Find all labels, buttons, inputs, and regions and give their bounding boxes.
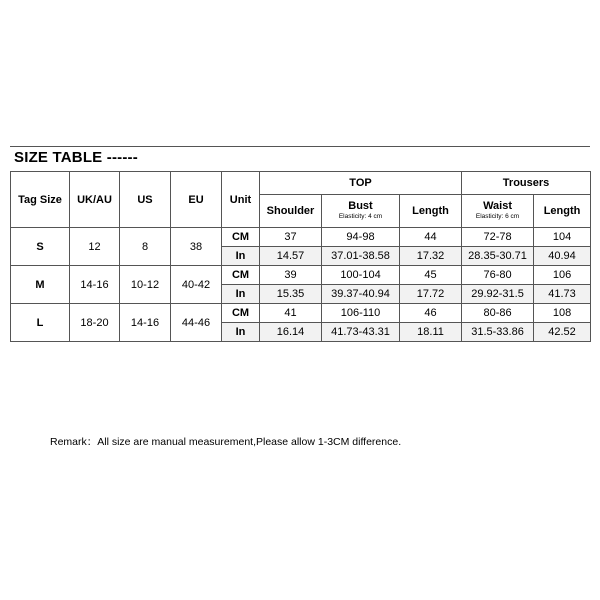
- header-eu: EU: [171, 172, 222, 228]
- top-length-value: 45: [400, 266, 462, 285]
- top-length-value: 46: [400, 304, 462, 323]
- size-label: L: [11, 304, 70, 342]
- unit-cm: CM: [222, 266, 260, 285]
- eu-value: 38: [171, 228, 222, 266]
- uk-au-value: 14-16: [70, 266, 120, 304]
- header-trousers: Trousers: [462, 172, 591, 195]
- trousers-length-value: 104: [534, 228, 591, 247]
- shoulder-value: 39: [260, 266, 322, 285]
- bust-value: 94-98: [322, 228, 400, 247]
- shoulder-value: 41: [260, 304, 322, 323]
- table-row: [11, 304, 591, 323]
- header-bust: Bust: [348, 199, 373, 212]
- trousers-length-value: 106: [534, 266, 591, 285]
- eu-value: 40-42: [171, 266, 222, 304]
- us-value: 10-12: [120, 266, 171, 304]
- header-top-length: Length: [400, 195, 462, 228]
- top-length-value: 18.11: [400, 323, 462, 342]
- header-us: US: [120, 172, 171, 228]
- waist-value: 28.35-30.71: [462, 247, 534, 266]
- header-bust-elasticity: Elasticity: 4 cm: [338, 212, 383, 220]
- shoulder-value: 15.35: [260, 285, 322, 304]
- size-label: S: [11, 228, 70, 266]
- header-shoulder: Shoulder: [260, 195, 322, 228]
- header-waist-elasticity: Elasticity: 6 cm: [475, 212, 520, 220]
- eu-value: 44-46: [171, 304, 222, 342]
- header-waist: Waist: [483, 199, 512, 212]
- waist-value: 31.5-33.86: [462, 323, 534, 342]
- waist-value: 76-80: [462, 266, 534, 285]
- shoulder-value: 14.57: [260, 247, 322, 266]
- header-top: TOP: [260, 172, 462, 195]
- waist-value: 29.92-31.5: [462, 285, 534, 304]
- unit-in: In: [222, 285, 260, 304]
- bust-value: 39.37-40.94: [322, 285, 400, 304]
- trousers-length-value: 40.94: [534, 247, 591, 266]
- header-trousers-length: Length: [534, 195, 591, 228]
- header-uk-au: UK/AU: [70, 172, 120, 228]
- bust-value: 106-110: [322, 304, 400, 323]
- unit-in: In: [222, 323, 260, 342]
- waist-value: 72-78: [462, 228, 534, 247]
- size-table: [10, 171, 591, 342]
- header-bust-cell: [322, 195, 400, 228]
- waist-value: 80-86: [462, 304, 534, 323]
- us-value: 8: [120, 228, 171, 266]
- top-length-value: 17.32: [400, 247, 462, 266]
- table-row: [11, 266, 591, 285]
- trousers-length-value: 42.52: [534, 323, 591, 342]
- trousers-length-value: 41.73: [534, 285, 591, 304]
- header-waist-cell: [462, 195, 534, 228]
- shoulder-value: 37: [260, 228, 322, 247]
- unit-cm: CM: [222, 228, 260, 247]
- shoulder-value: 16.14: [260, 323, 322, 342]
- unit-in: In: [222, 247, 260, 266]
- header-unit: Unit: [222, 172, 260, 228]
- bust-value: 100-104: [322, 266, 400, 285]
- trousers-length-value: 108: [534, 304, 591, 323]
- table-title: SIZE TABLE ------: [14, 149, 138, 166]
- uk-au-value: 12: [70, 228, 120, 266]
- table-row: [11, 228, 591, 247]
- bust-value: 41.73-43.31: [322, 323, 400, 342]
- header-tag-size: Tag Size: [11, 172, 70, 228]
- size-label: M: [11, 266, 70, 304]
- uk-au-value: 18-20: [70, 304, 120, 342]
- top-length-value: 17.72: [400, 285, 462, 304]
- remark-note: Remark：All size are manual measurement,Please allow 1-3CM difference.: [50, 436, 402, 448]
- unit-cm: CM: [222, 304, 260, 323]
- us-value: 14-16: [120, 304, 171, 342]
- bust-value: 37.01-38.58: [322, 247, 400, 266]
- title-rule: [10, 146, 590, 147]
- top-length-value: 44: [400, 228, 462, 247]
